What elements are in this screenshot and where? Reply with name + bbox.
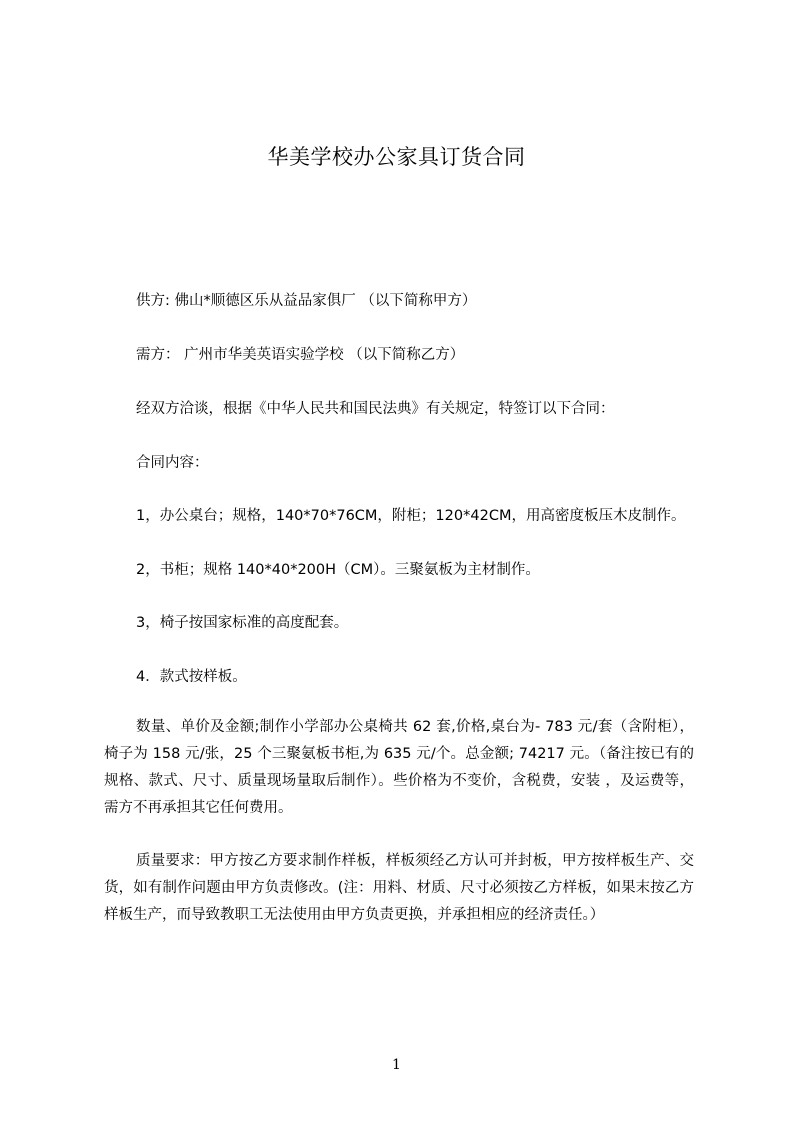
contract-item-1: 1，办公桌台；规格，140*70*76CM，附柜；120*42CM，用高密度板压木皮制作。 (136, 508, 686, 524)
contents-heading: 合同内容： (136, 455, 209, 471)
page-number: 1 (392, 1057, 401, 1073)
supplier-line: 供方: 佛山*顺德区乐从益品家俱厂 （以下简称甲方） (136, 293, 477, 309)
contract-item-2: 2，书柜；规格 140*40*200H（CM）。三聚氨板为主材制作。 (136, 562, 540, 578)
quality-paragraph: 质量要求：甲方按乙方要求制作样板，样板须经乙方认可并封板，甲方按样板生产、交货，如有制作问题由甲方负责修改。(注：用料、材质、尺寸必须按乙方样板，如果末按乙方样板生产，而导致教职工无法使用由甲方负责更换，并承担相应的经济责任。） (104, 853, 694, 923)
buyer-line: 需方： 广州市华美英语实验学校 （以下简称乙方） (136, 347, 465, 363)
price-paragraph: 数量、单价及金额;制作小学部办公桌椅共 62 套,价格,桌台为- 783 元/套（含附柜），椅子为 158 元/张，25 个三聚氨板书柜,为 635 元/个。总金额; 74217 元。（备注按已有的规格、款式、尺寸、质量现场量取后制作）。些价格为不变价，含税费，安装 ，及运费等，需方不再承担其它任何费用。 (104, 719, 694, 816)
document-title: 华美学校办公家具订货合同 (267, 145, 526, 169)
contract-item-4: 4．款式按样板。 (136, 669, 247, 685)
preamble-line: 经双方洽谈，根据《中华人民共和国民法典》有关规定，特签订以下合同： (136, 401, 615, 417)
contract-item-3: 3，椅子按国家标准的高度配套。 (136, 615, 349, 631)
